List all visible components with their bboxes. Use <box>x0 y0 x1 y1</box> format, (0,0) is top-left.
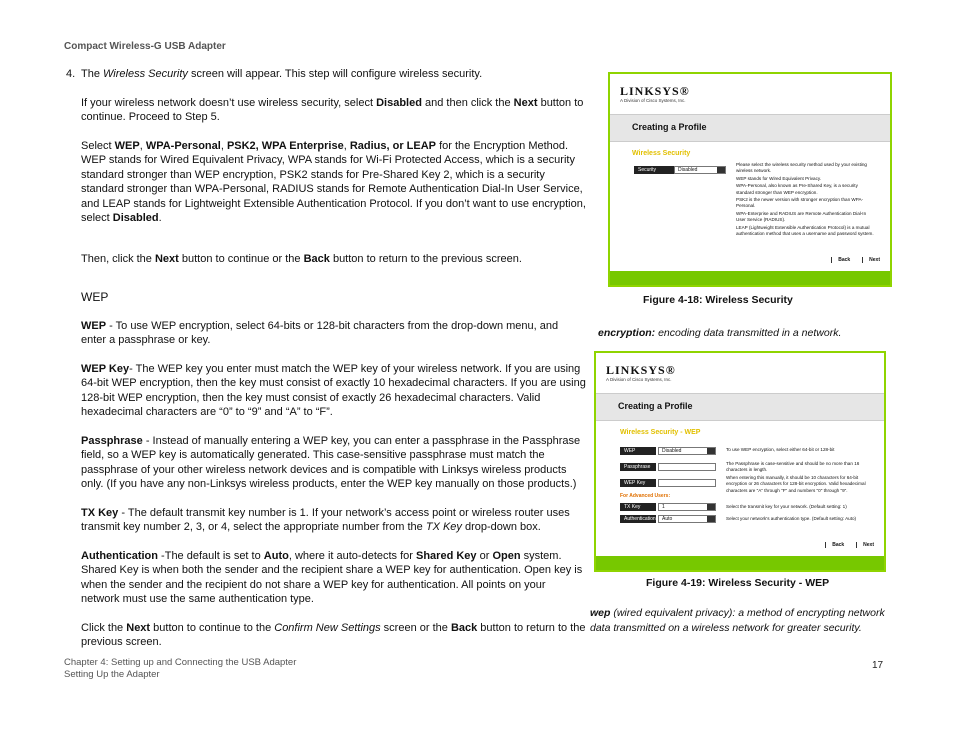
nav-buttons <box>813 542 874 548</box>
main-column <box>66 67 586 664</box>
wep-heading: WEP <box>81 290 109 304</box>
wep-label: WEP <box>620 447 656 455</box>
advanced-users-label: For Advanced Users: <box>620 493 671 499</box>
tx-key-label: TX Key <box>620 503 656 511</box>
footer-chapter: Chapter 4: Setting up and Connecting the USB Adapter <box>64 657 297 668</box>
footer-section: Setting Up the Adapter <box>64 669 160 680</box>
chevron-down-icon <box>707 448 715 454</box>
section-title: Wireless Security <box>632 150 691 157</box>
nav-buttons <box>819 257 880 263</box>
logo-subtitle: A Division of Cisco Systems, Inc. <box>620 98 686 103</box>
authentication-help: Select your network's authentication type. (Default setting: Auto) <box>726 516 857 521</box>
profile-title: Creating a Profile <box>618 401 693 411</box>
click-next-paragraph: Click the Next button to continue to the Confirm New Settings screen or the Back button to return to the previous screen. <box>81 621 586 648</box>
wireless-security-screenshot <box>608 72 892 287</box>
figure-caption-19: Figure 4-19: Wireless Security - WEP <box>646 577 830 589</box>
authentication-label: Authentication <box>620 515 656 523</box>
linksys-logo: LINKSYS® <box>620 84 690 98</box>
tx-key-help: Select the transmit key for your network. (Default setting: 1) <box>726 504 847 509</box>
security-select[interactable]: Disabled <box>674 166 726 174</box>
page-footer <box>64 657 296 681</box>
authentication-select[interactable]: Auto <box>658 515 716 523</box>
tx-key-select[interactable]: 1 <box>658 503 716 511</box>
next-button[interactable]: Next <box>856 542 874 548</box>
passphrase-input[interactable] <box>658 463 716 471</box>
page-number: 17 <box>872 660 884 671</box>
wireless-security-wep-screenshot <box>594 351 886 572</box>
wep-key-help: When entering this manually, it should be 10 characters for 64-bit encryption or 26 characters for 128-bit encryption. Valid hexadecimal characters are "A" through "F" and numbers "0" through "9". <box>726 475 866 493</box>
chevron-down-icon <box>717 167 725 173</box>
logo-subtitle: A Division of Cisco Systems, Inc. <box>606 377 672 382</box>
wep-help: To use WEP encryption, select either 64-bit or 128-bit <box>726 447 835 452</box>
step-4-intro: 4. The Wireless Security screen will appear. This step will configure wireless security. <box>66 68 483 80</box>
linksys-logo: LINKSYS® <box>606 363 676 377</box>
security-label: Security <box>634 166 674 174</box>
tx-key-paragraph: TX Key - The default transmit key number is 1. If your network’s access point or wireless router uses transmit key number 2, 3, or 4, select the appropriate number from the TX Key drop-down box. <box>81 506 570 533</box>
wep-select[interactable]: Disabled <box>658 447 716 455</box>
chevron-down-icon <box>707 516 715 522</box>
help-text: Please select the wireless security method used by your existing wireless network. WEP stands for Wired Equivalent Privacy. WPA-Personal, also known as Pre-Shared Key, is a security standard stronger than WEP encryption. PSK2 is the newer version with stronger encryption than WPA-Personal. WPA-Enterprise and RADIUS are Remote Authentication Dial-In User Service (RADIUS). LEAP (Lightweight Extensible Authentication Protocol) is a mutual authentication method that uses a username and password system. <box>736 162 874 237</box>
footer-bar <box>610 271 890 285</box>
passphrase-paragraph: Passphrase - Instead of manually entering a WEP key, you can enter a passphrase in the Passphrase field, so a WEP key is automatically generated. This case-sensitive passphrase must match the passphrase of your other wireless network devices and is compatible with Linksys wireless products only. (If you have any non-Linksys wireless products, enter the WEP key manually on those products.) <box>81 434 581 490</box>
back-button[interactable]: Back <box>831 257 850 263</box>
passphrase-label: Passphrase <box>620 463 656 471</box>
running-header: Compact Wireless-G USB Adapter <box>64 41 226 52</box>
chevron-down-icon <box>707 504 715 510</box>
next-button[interactable]: Next <box>862 257 880 263</box>
section-title: Wireless Security - WEP <box>620 429 701 436</box>
wep-key-label: WEP Key <box>620 479 656 487</box>
encryption-definition: encryption: encoding data transmitted in a network. <box>598 327 842 339</box>
footer-bar <box>596 556 884 570</box>
back-button[interactable]: Back <box>825 542 844 548</box>
wep-paragraph: WEP - To use WEP encryption, select 64-bits or 128-bit characters from the drop-down menu, and enter a passphrase or key. <box>81 319 559 346</box>
passphrase-help: The Passphrase is case-sensitive and should be no more than 16 characters in length. <box>726 461 860 473</box>
authentication-paragraph: Authentication -The default is set to Auto, where it auto-detects for Shared Key or Open system. Shared Key is when both the sender and the recipient share a WEP key for authentication. Open key is when the sender and the recipient do not share a WEP key for authentication. All points on your network must use the same authentication type. <box>81 549 583 605</box>
wep-key-input[interactable] <box>658 479 716 487</box>
wep-key-paragraph: WEP Key- The WEP key you enter must match the WEP key of your wireless network. If you are using 64-bit WEP encryption, then the key must consist of exactly 10 hexadecimal characters. If you are using 128-bit WEP encryption, then the key must consist of exactly 26 hexadecimal characters. Valid hexadecimal characters are “0” to “9” and “A” to “F”. <box>81 362 586 418</box>
figure-caption-18: Figure 4-18: Wireless Security <box>643 294 793 306</box>
select-method-paragraph: Select WEP, WPA-Personal, PSK2, WPA Enterprise, Radius, or LEAP for the Encryption Method. WEP stands for Wired Equivalent Privacy, WPA stands for Wi-Fi Protected Access, which is a security standard stronger than WEP encryption, PSK2 stands for Pre-Shared Key 2, which is a security standard stronger than WPA-Personal, RADIUS stands for Remote Authentication Dial-In User Service, and LEAP stands for Lightweight Extensible Authentication Protocol. If you don’t want to use encryption, select Disabled. <box>81 139 586 224</box>
disabled-paragraph: If your wireless network doesn’t use wireless security, select Disabled and then click the Next button to continue. Proceed to Step 5. <box>81 96 584 123</box>
wep-definition: wep (wired equivalent privacy): a method of encrypting network data transmitted on a wireless network for greater security. <box>590 607 885 634</box>
profile-title: Creating a Profile <box>632 122 707 132</box>
then-next-paragraph: Then, click the Next button to continue or the Back button to return to the previous screen. <box>81 252 522 265</box>
